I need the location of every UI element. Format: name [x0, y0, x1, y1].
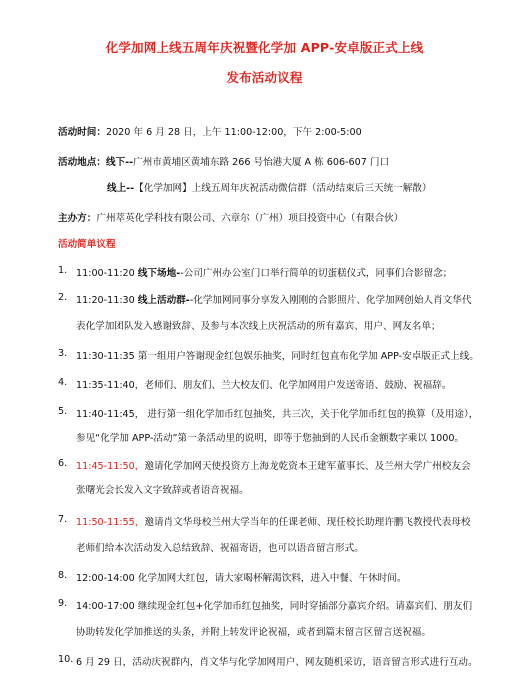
- agenda-heading: 活动简单议程: [58, 239, 116, 250]
- agenda-item-text: -公司广州办公室门口举行简单的切蛋糕仪式，同事们合影留念；: [180, 268, 453, 279]
- event-time: [58, 124, 362, 138]
- agenda-item-text: 第一组用户答谢现金红包娱乐抽奖，同时红包直布化学加 APP-安卓版正式上线。: [137, 351, 479, 362]
- offline-label: 线下--: [105, 157, 134, 168]
- document-title-line2: 发布活动议程: [226, 70, 303, 85]
- offline-value: 广州市黄埔区黄埔东路 266 号怡港大厦 A 栋 606-607 门口: [133, 157, 390, 168]
- document-title-line1: 化学加网上线五周年庆祝暨化学加 APP-安卓版正式上线: [105, 40, 424, 55]
- agenda-item-4-number: 4.: [58, 377, 68, 388]
- online-label: 线上--: [107, 183, 135, 194]
- agenda-item-strong: 线下场地-: [137, 268, 181, 279]
- agenda-item-4: [76, 377, 451, 391]
- agenda-item-8: [76, 570, 406, 584]
- agenda-item-text: -化学加网同事分享发入刚刚的合影照片、化学加网创始人肖文华代: [189, 295, 472, 306]
- event-time-value: 2020 年 6 月 28 日，上午 11:00-12:00，下午 2:00-5:00: [105, 127, 362, 138]
- agenda-item-time: 11:40-11:45，: [76, 409, 145, 420]
- agenda-item-time: 6 月 29 日，: [76, 657, 133, 668]
- event-host: [58, 210, 403, 224]
- agenda-item-time: 12:00-14:00: [76, 573, 135, 584]
- agenda-item-text: 进行第一组化学加币红包抽奖，共三次，关于化学加币红包的换算（及用途），: [147, 409, 479, 420]
- agenda-item-text: 邀请化学加网天使投资方上海龙乾资本王建军董事长、及兰州大学广州校友会: [144, 461, 471, 472]
- agenda-item-9-number: 9.: [58, 598, 68, 609]
- agenda-item-3-number: 3.: [58, 348, 68, 359]
- host-label: 主办方：: [58, 213, 97, 224]
- agenda-item-5-continued: 参见“化学加 APP-活动”第一条活动里的说明，即等于您抽到的人民币金额数字乘以 1000。: [76, 433, 465, 444]
- agenda-item-strong: 线上活动群-: [137, 295, 190, 306]
- agenda-item-5-number: 5.: [58, 406, 68, 417]
- agenda-item-6-number: 6.: [58, 458, 68, 469]
- agenda-item-9: [76, 598, 472, 612]
- online-value: 【化学加网】上线五周年庆祝活动微信群（活动结束后三天统一解散）: [134, 183, 432, 194]
- agenda-item-8-number: 8.: [58, 570, 68, 581]
- agenda-item-10: [76, 654, 478, 668]
- host-value: 广州萃英化学科技有限公司、六章尔（广州）项目投资中心（有限合伙）: [96, 213, 404, 224]
- event-place-label: 活动地点：: [58, 157, 106, 168]
- event-place: [58, 154, 389, 168]
- agenda-item-time: 11:45-11:50，: [76, 461, 145, 472]
- event-online: [107, 180, 432, 194]
- agenda-item-6: [76, 458, 471, 472]
- agenda-item-time: 11:00-11:20: [76, 268, 135, 279]
- agenda-item-text: 继续现金红包+化学加币红包抽奖，同时穿插部分嘉宾介绍。请嘉宾们、朋友们: [137, 601, 473, 612]
- agenda-item-text: 化学加网大红包，请大家喝杯解渴饮料，进入中餐、午休时间。: [137, 573, 407, 584]
- agenda-item-2: [76, 292, 471, 306]
- agenda-item-2-continued: 表化学加团队发入感谢致辞、及参与本次线上庆祝活动的所有嘉宾、用户、网友名单；: [76, 321, 441, 332]
- agenda-item-text: 邀请肖文华母校兰州大学当年的任课老师、现任校长助理许鹏飞教授代表母校: [144, 517, 471, 528]
- agenda-item-text: 老师们、朋友们、兰大校友们、化学加网用户发送寄语、鼓励、祝福辞。: [144, 380, 452, 391]
- agenda-item-1: [76, 265, 452, 279]
- agenda-item-6-continued: 张曙光会长发入文字致辞或者语音祝福。: [76, 485, 249, 496]
- agenda-item-time: 11:35-11:40，: [76, 380, 145, 391]
- agenda-item-10-number: 10.: [58, 654, 74, 665]
- agenda-item-time: 11:20-11:30: [76, 295, 135, 306]
- agenda-item-time: 11:30-11:35: [76, 351, 135, 362]
- agenda-item-time: 11:50-11:55，: [76, 517, 145, 528]
- agenda-item-1-number: 1.: [58, 265, 68, 276]
- agenda-item-7-continued: 老师们给本次活动发入总结致辞、祝福寄语，也可以语音留言形式。: [76, 543, 364, 554]
- agenda-item-3: [76, 348, 479, 362]
- agenda-item-5: [76, 406, 478, 420]
- agenda-item-2-number: 2.: [58, 292, 68, 303]
- agenda-item-7: [76, 514, 471, 528]
- agenda-item-text: 活动庆祝群内，肖文华与化学加网用户、网友随机采访，语音留言形式进行互动。: [132, 657, 478, 668]
- event-time-label: 活动时间：: [58, 127, 106, 138]
- agenda-item-9-continued: 协助转发化学加推送的头条，并附上转发评论祝福，或者到篇末留言区留言送祝福。: [76, 627, 431, 638]
- agenda-item-time: 14:00-17:00: [76, 601, 135, 612]
- agenda-item-7-number: 7.: [58, 514, 68, 525]
